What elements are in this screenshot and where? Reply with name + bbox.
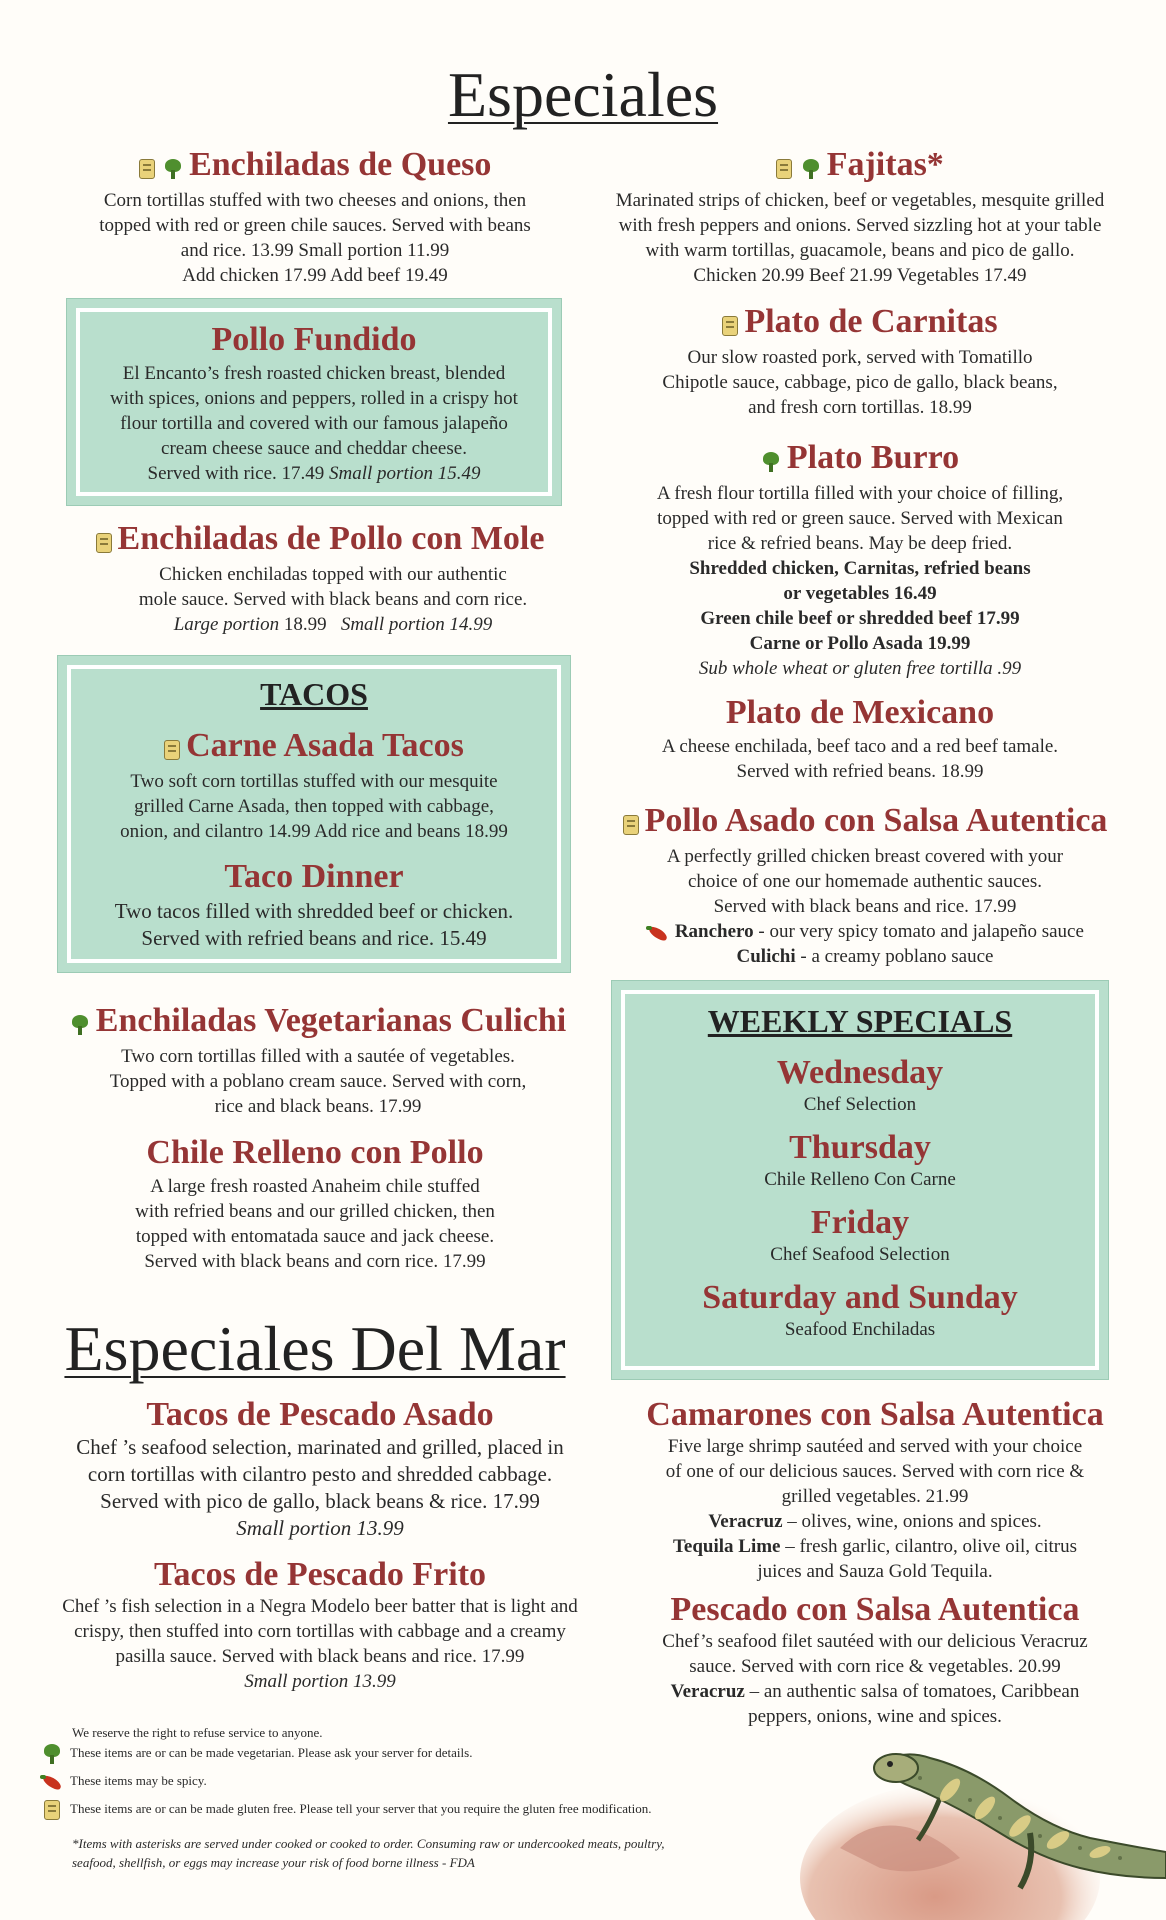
- dish-description: Chicken enchiladas topped with our authentic mole sauce. Served with black beans and corn rice. Large portion 18.99 Small portion 14.99: [138, 564, 528, 636]
- vegetarian-icon: [70, 1015, 90, 1035]
- weekday-title: Thursday: [789, 1129, 931, 1166]
- dish-enchiladas-mole: [60, 520, 580, 637]
- lizard-head: [874, 1754, 918, 1782]
- dish-description: El Encanto’s fresh roasted chicken breast, blended with spices, onions and peppers, rolled in a crispy hot flour tortilla and covered with our famous jalapeño cream cheese sauce and cheddar cheese. Served with rice. 17.49 Small portion 15.49: [110, 363, 518, 484]
- lizard-eye: [887, 1761, 893, 1767]
- dish-description: A perfectly grilled chicken breast covered with your choice of one our homemade authentic sauces. Served with black beans and rice. 17.99 Ranchero - our very spicy tomato and jalapeño sauce Culichi - a creamy poblano sauce: [595, 844, 1135, 969]
- gluten-free-icon: [44, 1800, 60, 1820]
- dish-title: Plato de Mexicano: [725, 694, 995, 731]
- dish-enchiladas-queso: [60, 146, 570, 288]
- dish-description: Chef ’s fish selection in a Negra Modelo beer batter that is light and crispy, then stuffed into corn tortillas with cabbage and a creamy pasilla sauce. Served with black beans and rice. 17.99 Small portion 13.99: [62, 1596, 578, 1692]
- del-mar-title-wrap: [30, 1312, 600, 1386]
- dish-description: Five large shrimp sautéed and served with your choice of one of our delicious sauces. Served with corn rice & grilled vegetables. 21.99 Veracruz – olives, wine, onions and spices. Tequila Lime – fresh garlic, cilantro, olive oil, citrus juices and Sauza Gold Tequila.: [665, 1436, 1085, 1582]
- vegetarian-icon: [42, 1744, 62, 1764]
- footer-refuse: We reserve the right to refuse service to anyone.: [72, 1725, 323, 1740]
- dish-enchiladas-vegetarianas: [56, 1002, 580, 1119]
- dish-description: Marinated strips of chicken, beef or vegetables, mesquite grilled with fresh peppers and onions. Served sizzling hot at your table with warm tortillas, guacamole, beans and pico de gallo. Chicken 20.99 Beef 21.99 Vegetables 17.49: [615, 190, 1105, 287]
- weekday-title: Wednesday: [776, 1054, 944, 1091]
- dish-pollo-asado: [595, 802, 1135, 969]
- dish-pescado-salsa: [600, 1591, 1150, 1729]
- dish-title: Tacos de Pescado Frito: [153, 1556, 487, 1593]
- dish-description: A large fresh roasted Anaheim chile stuffed with refried beans and our grilled chicken, then topped with entomatada sauce and jack cheese. Served with black beans and corn rice. 17.99: [135, 1176, 495, 1272]
- dish-description: Chef ’s seafood selection, marinated and grilled, placed in corn tortillas with cilantro pesto and shredded cabbage. Served with pico de gallo, black beans & rice. 17.99 Small portion 13.99: [76, 1435, 564, 1540]
- especiales-title-wrap: [0, 58, 1166, 132]
- tacos-heading: TACOS: [260, 676, 368, 712]
- lizard-illustration: [800, 1728, 1166, 1920]
- dish-description: Two tacos filled with shredded beef or chicken. Served with refried beans and rice. 15.49: [114, 899, 514, 951]
- dish-title: Tacos de Pescado Asado: [146, 1396, 494, 1433]
- dish-description: Two soft corn tortillas stuffed with our mesquite grilled Carne Asada, then topped with cabbage, onion, and cilantro 14.99 Add rice and beans 18.99: [120, 771, 508, 843]
- gluten-free-icon: [96, 533, 112, 553]
- weekday-special: Chef Selection: [803, 1094, 917, 1115]
- dish-title: Plato de Carnitas: [744, 303, 998, 340]
- gluten-free-icon: [164, 740, 180, 760]
- tacos-box: [57, 655, 571, 973]
- weekday-title: Friday: [810, 1204, 910, 1241]
- dish-plato-burro: [600, 439, 1120, 681]
- weekday-special: Seafood Enchiladas: [784, 1319, 936, 1340]
- dish-plato-mexicano: [600, 694, 1120, 784]
- dish-description: Chef’s seafood filet sautéed with our delicious Veracruz sauce. Served with corn rice & vegetables. 20.99 Veracruz – an authentic salsa of tomatoes, Caribbean peppers, onions, wine and spices.: [662, 1631, 1088, 1727]
- footer-vegetarian: These items are or can be made vegetarian. Please ask your server for details.: [42, 1744, 472, 1764]
- dish-plato-carnitas: [600, 303, 1120, 420]
- footer-gluten: These items are or can be made gluten free. Please tell your server that you require the gluten free modification.: [44, 1800, 652, 1820]
- dish-description: Corn tortillas stuffed with two cheeses and onions, then topped with red or green chile sauces. Served with beans and rice. 13.99 Small portion 11.99 Add chicken 17.99 Add beef 19.49: [99, 190, 531, 287]
- weekday-special: Chile Relleno Con Carne: [764, 1169, 956, 1190]
- footer-spicy: These items may be spicy.: [40, 1772, 207, 1790]
- dish-chile-relleno: [60, 1134, 570, 1274]
- footer-fda-note: *Items with asterisks are served under cooked or cooked to order. Consuming raw or undercooked meats, poultry, seafood, shellfish, or eggs may increase your risk of food borne illness - FDA: [72, 1836, 665, 1870]
- spicy-pepper-icon: [40, 1774, 64, 1790]
- dish-title: Enchiladas de Pollo con Mole: [117, 520, 545, 557]
- dish-title: Pollo Fundido: [211, 321, 417, 358]
- dish-title: Taco Dinner: [224, 858, 404, 896]
- page-title: Especiales: [447, 59, 719, 130]
- pollo-fundido-box: [66, 298, 562, 506]
- dish-tacos-pescado-frito: [30, 1556, 610, 1694]
- gluten-free-icon: [139, 159, 155, 179]
- dish-title: Enchiladas de Queso: [189, 146, 492, 183]
- dish-title: Fajitas*: [826, 146, 944, 183]
- weekly-specials-box: [611, 980, 1109, 1380]
- section-title: Especiales Del Mar: [64, 1313, 566, 1384]
- dish-description: Our slow roasted pork, served with Tomatillo Chipotle sauce, cabbage, pico de gallo, black beans, and fresh corn tortillas. 18.99: [662, 347, 1058, 419]
- dish-title: Plato Burro: [786, 439, 960, 476]
- weekday-title: Saturday and Sunday: [702, 1279, 1018, 1316]
- dish-title: Enchiladas Vegetarianas Culichi: [95, 1002, 567, 1039]
- dish-tacos-pescado-asado: [30, 1396, 610, 1542]
- dish-title: Pescado con Salsa Autentica: [670, 1591, 1080, 1628]
- gluten-free-icon: [623, 815, 639, 835]
- dish-description: A cheese enchilada, beef taco and a red beef tamale. Served with refried beans. 18.99: [661, 736, 1059, 782]
- dish-description: Two corn tortillas filled with a sautée of vegetables. Topped with a poblano cream sauce. Served with corn, rice and black beans. 17.99: [109, 1046, 527, 1118]
- dish-description: A fresh flour tortilla filled with your choice of filling, topped with red or green sauce. Served with Mexican rice & refried beans. May be deep fried. Shredded chicken, Carnitas, refried beans or vegetables 16.49 Green chile beef or shredded beef 17.99 Carne or Pollo Asada 19.99 Sub whole wheat or gluten free tortilla .99: [656, 483, 1064, 680]
- vegetarian-icon: [761, 452, 781, 472]
- weekly-specials-heading: WEEKLY SPECIALS: [707, 1003, 1013, 1039]
- weekday-special: Chef Seafood Selection: [770, 1244, 950, 1265]
- dish-title: Chile Relleno con Pollo: [146, 1134, 484, 1171]
- dish-fajitas: [598, 146, 1122, 288]
- vegetarian-icon: [163, 159, 183, 179]
- gluten-free-icon: [776, 159, 792, 179]
- dish-title: Pollo Asado con Salsa Autentica: [644, 802, 1108, 839]
- gluten-free-icon: [722, 316, 738, 336]
- vegetarian-icon: [801, 159, 821, 179]
- spicy-pepper-icon: [646, 925, 670, 941]
- dish-title: Camarones con Salsa Autentica: [646, 1396, 1104, 1433]
- dish-camarones: [610, 1396, 1140, 1584]
- dish-title: Carne Asada Tacos: [186, 727, 464, 764]
